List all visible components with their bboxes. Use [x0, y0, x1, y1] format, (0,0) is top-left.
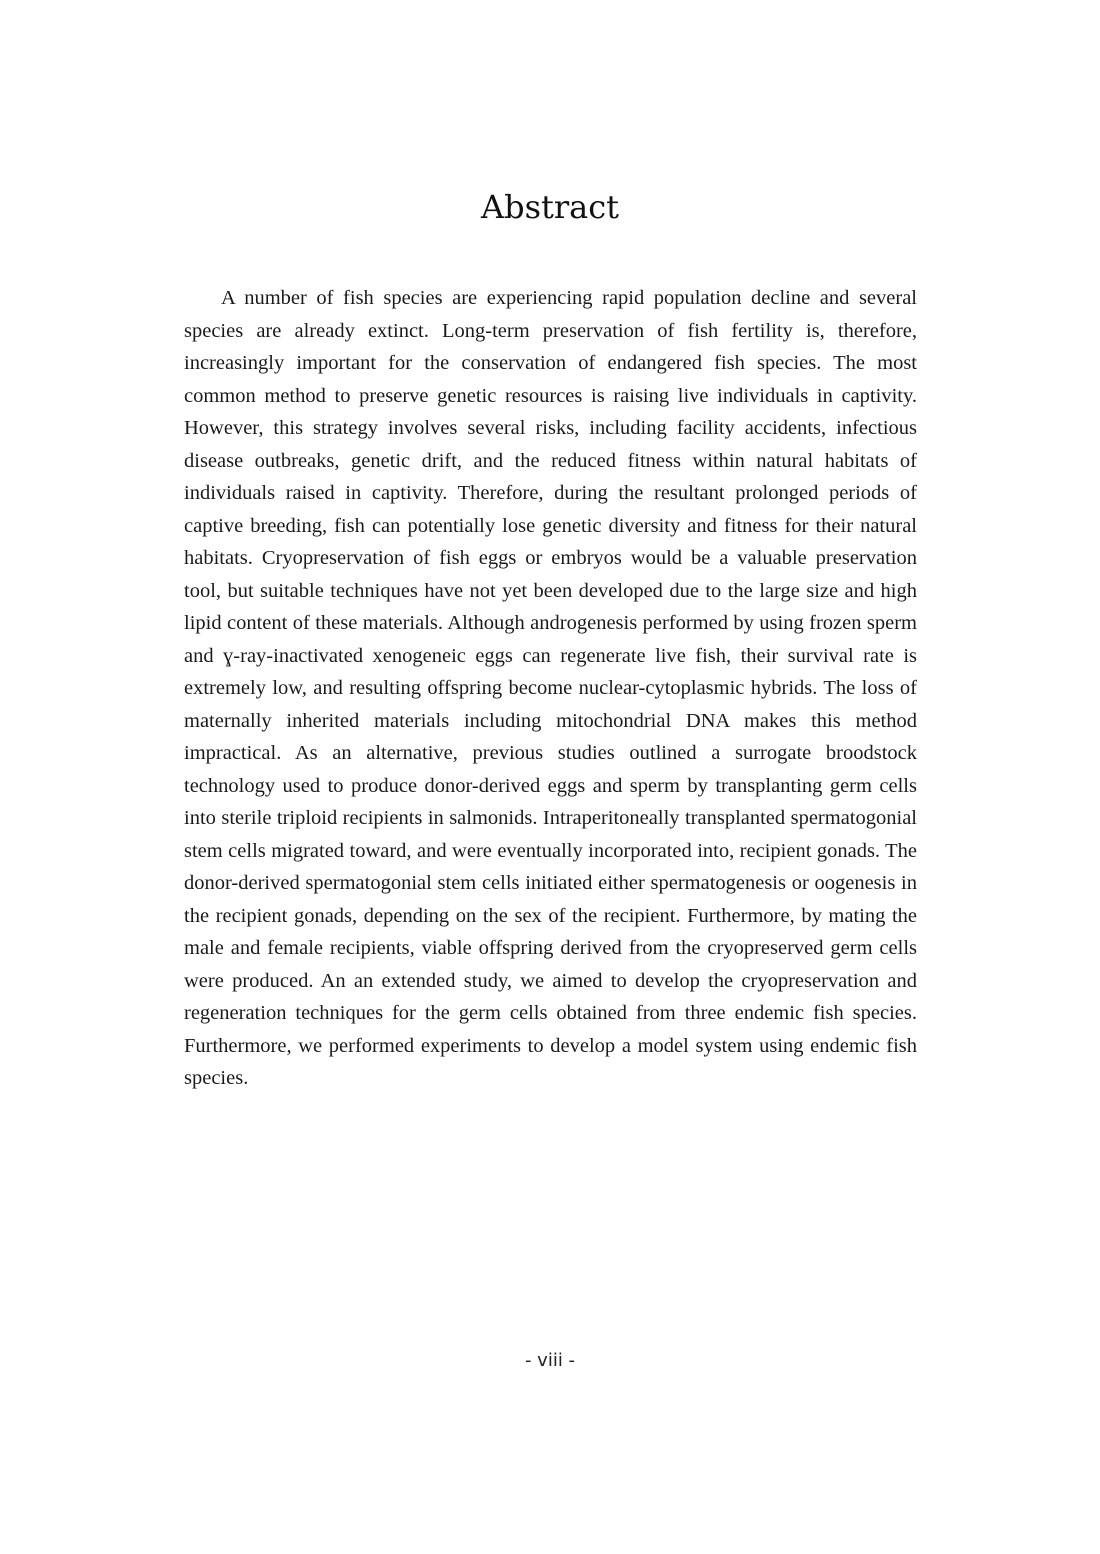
page-number: - viii -: [524, 1350, 576, 1371]
page-title: Abstract: [480, 188, 620, 226]
abstract-paragraph: A number of fish species are experiencing rapid population decline and several species are already extinct. Long-term preservation of fish fertility is, therefore, increasingly important for the conservation of endangered fish species. The most common method to preserve genetic resources is raising live individuals in captivity. However, this strategy involves several risks, including facility accidents, infectious disease outbreaks, genetic drift, and the reduced fitness within natural habitats of individuals raised in captivity. Therefore, during the resultant prolonged periods of captive breeding, fish can potentially lose genetic diversity and fitness for their natural habitats. Cryopreservation of fish eggs or embryos would be a valuable preservation tool, but suitable techniques have not yet been developed due to the large size and high lipid content of these materials. Although androgenesis performed by using frozen sperm and ɣ-ray‐inactivated xenogeneic eggs can regenerate live fish, their survival rate is extremely low, and resulting offspring become nuclear-cytoplasmic hybrids. The loss of maternally inherited materials including mitochondrial DNA makes this method impractical. As an alternative, previous studies outlined a surrogate broodstock technology used to produce donor-derived eggs and sperm by transplanting germ cells into sterile triploid recipients in salmonids. Intraperitoneally transplanted spermatogonial stem cells migrated toward, and were eventually incorporated into, recipient gonads. The donor-derived spermatogonial stem cells initiated either spermatogenesis or oogenesis in the recipient gonads, depending on the sex of the recipient. Furthermore, by mating the male and female recipients, viable offspring derived from the cryopreserved germ cells were produced. An an extended study, we aimed to develop the cryopreservation and regeneration techniques for the germ cells obtained from three endemic fish species. Furthermore, we performed experiments to develop a model system using endemic fish species.: [184, 287, 917, 1089]
